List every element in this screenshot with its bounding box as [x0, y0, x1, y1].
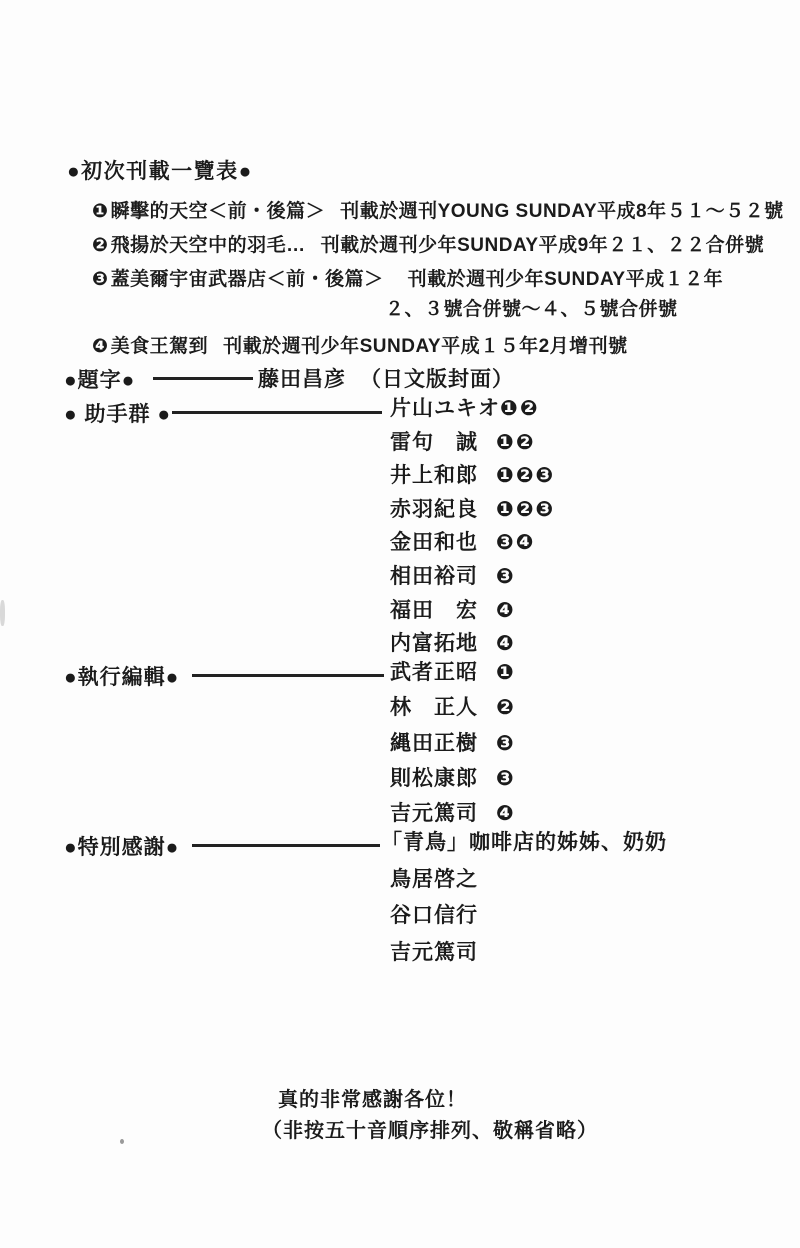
- assistant-name: 片山ユキオ: [390, 397, 500, 420]
- special-thanks-label: ●特別感謝●: [64, 836, 180, 859]
- assistant-row: [390, 594, 555, 628]
- publication-info: 刊載於週刊YOUNG SUNDAY平成8年５１～５２號: [340, 201, 784, 222]
- title-calligraphy-credit: [258, 363, 514, 393]
- editor-name: 林 正人: [390, 696, 478, 720]
- editor-row: [390, 655, 516, 690]
- assistant-name: 井上和郎: [390, 464, 478, 488]
- thanks-entry: 吉元篤司: [390, 940, 478, 964]
- editor-name: 縄田正樹: [390, 731, 478, 755]
- assistant-row: [390, 560, 555, 594]
- credit-marks: ❷: [496, 696, 516, 720]
- publication-item-2: [92, 230, 764, 257]
- assistant-name: 内富拓地: [390, 632, 478, 656]
- connector-line: [172, 411, 382, 414]
- thanks-message-note: （非按五十音順序排列、敬稱省略）: [262, 1120, 598, 1142]
- assistant-name: 福田 宏: [390, 598, 478, 622]
- credit-marks: ❶❷❸: [496, 497, 556, 521]
- connector-line: [192, 844, 380, 847]
- publication-info: 刊載於週刊少年SUNDAY平成１２年: [407, 269, 724, 290]
- assistant-row: [390, 392, 555, 426]
- assistant-name: 金田和也: [390, 531, 478, 555]
- work-title: 飛揚於天空中的羽毛…: [110, 235, 306, 256]
- credit-marks: ❸: [496, 564, 516, 588]
- item-number-badge: ❸: [92, 269, 109, 290]
- special-thanks-list: [381, 825, 667, 971]
- scan-artifact-speck: [120, 1139, 124, 1144]
- credit-marks: ❸: [496, 731, 516, 755]
- credit-marks: ❶: [496, 661, 516, 684]
- credit-note: （日文版封面）: [360, 368, 514, 391]
- credit-marks: ❹: [496, 632, 516, 656]
- publication-item-3: [92, 264, 723, 291]
- assistant-row: [390, 493, 555, 527]
- scan-artifact-smudge: [0, 600, 5, 626]
- connector-line: [192, 674, 384, 677]
- editors-label: ●執行編輯●: [64, 666, 180, 689]
- assistant-row: [390, 459, 555, 493]
- assistant-row: [390, 526, 555, 560]
- connector-line: [153, 377, 253, 380]
- item-number-badge: ❷: [92, 235, 109, 256]
- credit-name: 藤田昌彦: [258, 368, 346, 391]
- assistants-list: [390, 392, 555, 661]
- editor-row: [390, 690, 516, 725]
- editor-name: 武者正昭: [390, 661, 478, 684]
- assistant-row: [390, 426, 555, 460]
- thanks-entry: 鳥居啓之: [390, 867, 478, 891]
- credit-marks: ❶❷❸: [496, 464, 556, 488]
- credit-marks: ❹: [496, 802, 516, 826]
- item-number-badge: ❹: [92, 336, 109, 357]
- assistant-name: 雷句 誠: [390, 430, 478, 454]
- assistant-name: 相田裕司: [390, 564, 478, 588]
- editor-name: 吉元篤司: [390, 802, 478, 826]
- thanks-entry: 「青鳥」咖啡店的姊姊、奶奶: [381, 831, 667, 854]
- thanks-entry: 谷口信行: [390, 904, 478, 928]
- publication-info-line2: ２、３號合併號～４、５號合併號: [385, 299, 678, 320]
- publication-info: 刊載於週刊少年SUNDAY平成１５年2月增刊號: [223, 336, 628, 357]
- editor-name: 則松康郎: [390, 766, 478, 790]
- assistant-name: 赤羽紀良: [390, 497, 478, 521]
- thanks-message: 真的非常感謝各位！: [278, 1089, 467, 1111]
- work-title: 瞬擊的天空＜前・後篇＞: [110, 201, 326, 222]
- editors-list: [390, 655, 516, 831]
- work-title: 美食王駕到: [110, 336, 209, 357]
- publication-item-3-continuation: [385, 294, 678, 321]
- credit-marks: ❶❷: [500, 397, 540, 420]
- editor-row: [390, 761, 516, 796]
- credit-marks: ❸❹: [496, 531, 536, 555]
- credit-marks: ❸: [496, 766, 516, 790]
- assistants-label: ● 助手群 ●: [64, 403, 172, 426]
- first-publication-heading: ●初次刊載一覽表●: [67, 160, 253, 183]
- publication-item-4: [92, 331, 628, 358]
- credit-marks: ❶❷: [496, 430, 536, 454]
- publication-item-1: [92, 196, 784, 223]
- item-number-badge: ❶: [92, 201, 109, 222]
- title-calligraphy-label: ●題字●: [64, 369, 136, 392]
- credit-marks: ❹: [496, 598, 516, 622]
- publication-info: 刊載於週刊少年SUNDAY平成9年２１、２２合併號: [320, 235, 765, 256]
- work-title: 蓋美爾宇宙武器店＜前・後篇＞: [110, 269, 384, 290]
- editor-row: [390, 726, 516, 761]
